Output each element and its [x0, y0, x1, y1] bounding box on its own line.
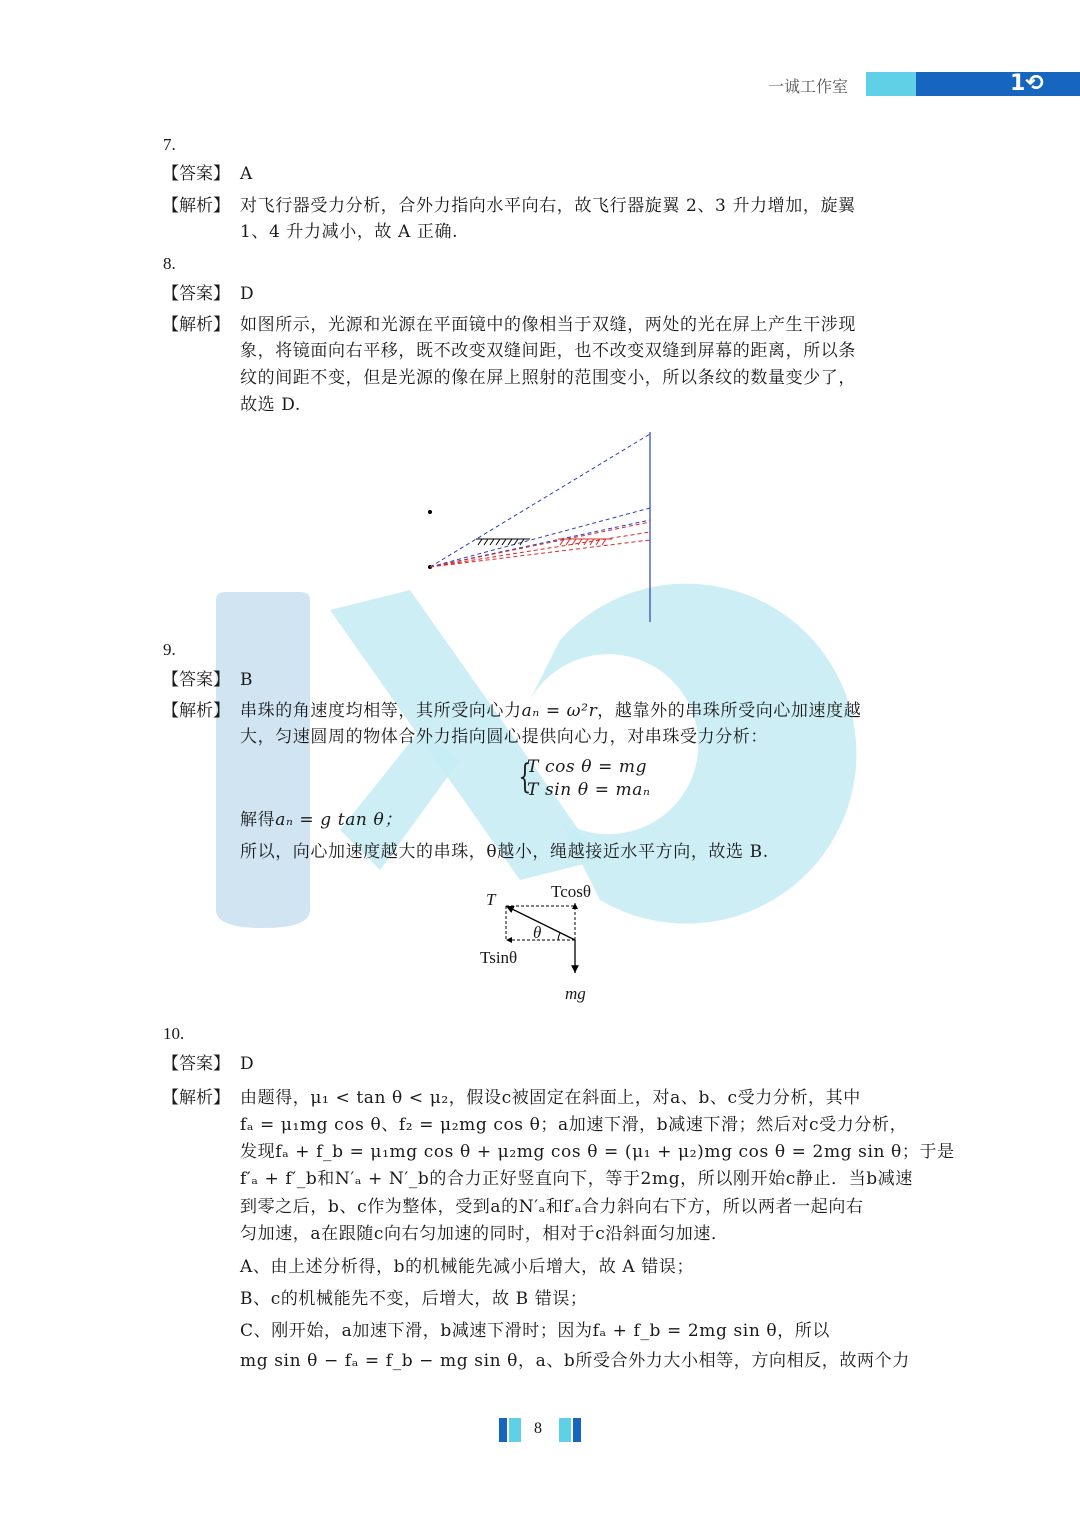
q7-answer: A [240, 164, 253, 184]
q7-number: 7. [163, 135, 176, 154]
q10-line-6: 匀加速，a在跟随c向右匀加速的同时，相对于c沿斜面匀加速． [240, 1224, 729, 1244]
q10-answer: D [240, 1054, 255, 1074]
header-bar-light [866, 72, 916, 96]
footer-bar-left-dark [499, 1418, 507, 1442]
q8-answer-tag: 【答案】 [162, 284, 230, 304]
q10-number: 10. [163, 1024, 185, 1043]
header-bar-dark [916, 72, 1080, 96]
q10-option-c-1: C、刚开始，a加速下滑，b减速下滑时；因为fₐ + f_b = 2mg sin θ，所以 [240, 1321, 831, 1341]
q9-fig-label-T: T [486, 890, 496, 909]
q10-line-5: 到零之后，b、c作为整体，受到a的N′ₐ和f′ₐ合力斜向右下方，所以两者一起向右 [240, 1197, 864, 1217]
q9-line-1-a: 串珠的角速度均相等，其所受向心力 [240, 701, 522, 721]
q9-solve-formula: aₙ = g tan θ； [275, 810, 402, 830]
q10-option-a: A、由上述分析得，b的机械能先减小后增大，故 A 错误； [240, 1257, 695, 1277]
angle-arc [558, 933, 560, 940]
q9-answer: B [240, 670, 254, 690]
header-logo: 1⟲ [1010, 71, 1044, 96]
q8-line-4: 故选 D. [240, 395, 301, 415]
mirror-1 [476, 539, 530, 545]
q9-solve [240, 808, 402, 832]
q9-eq-1: T cos θ = mg [527, 757, 648, 777]
blue-ray-low [430, 520, 650, 567]
q9-brace: { [518, 757, 532, 797]
q9-fig-label-Tsin: Tsinθ [480, 948, 518, 967]
q9-analysis-tag: 【解析】 [162, 701, 230, 721]
q9-answer-tag: 【答案】 [162, 670, 230, 690]
q7-analysis-tag: 【解析】 [162, 196, 230, 216]
image-source-dot [428, 510, 432, 514]
red-ray-1 [430, 522, 650, 567]
q8-number: 8. [163, 254, 176, 273]
q10-line-2: fₐ = μ₁mg cos θ、f₂ = μ₂mg cos θ；a加速下滑，b减速下滑；然后对c受力分析， [240, 1115, 908, 1135]
q9-line-2: 大，匀速圆周的物体合外力指向圆心提供向心力，对串珠受力分析： [240, 727, 768, 747]
q9-line-1-b: ，越靠外的串珠所受向心加速度越 [597, 701, 862, 721]
q8-analysis-tag: 【解析】 [162, 315, 230, 335]
footer-bar-left-light [509, 1418, 521, 1442]
footer-bar-right-light [559, 1418, 571, 1442]
q8-answer: D [240, 284, 255, 304]
q9-fig-label-mg: mg [565, 984, 586, 1003]
q9-solve-label: 解得 [240, 810, 276, 830]
q7-line-1: 对飞行器受力分析，合外力指向水平向右，故飞行器旋翼 2、3 升力增加，旋翼 [240, 196, 856, 216]
footer-bar-right-dark [573, 1418, 581, 1442]
q10-line-3: 发现fₐ + f_b = μ₁mg cos θ + μ₂mg cos θ = (μ₁ + μ₂)mg cos θ = 2mg sin θ；于是 [240, 1142, 955, 1162]
q9-formula-an: aₙ = ω²r [521, 701, 598, 721]
q10-analysis-tag: 【解析】 [162, 1088, 230, 1108]
q9-line-1 [240, 699, 861, 723]
q9-number: 9. [163, 640, 176, 659]
q8-line-3: 纹的间距不变，但是光源的像在屏上照射的范围变小，所以条纹的数量变少了， [240, 368, 856, 388]
q10-answer-tag: 【答案】 [162, 1054, 230, 1074]
q9-eq-2: T sin θ = maₙ [527, 780, 651, 800]
page-number: 8 [534, 1420, 542, 1437]
q8-line-2: 象，将镜面向右平移，既不改变双缝间距，也不改变双缝到屏幕的距离，所以条 [240, 341, 856, 361]
q10-line-1: 由题得，μ₁ < tan θ < μ₂，假设c被固定在斜面上，对a、b、c受力分析，其中 [240, 1088, 861, 1108]
q9-fig-label-theta: θ [533, 923, 542, 942]
q7-answer-tag: 【答案】 [162, 164, 230, 184]
blue-ray-upper [430, 434, 650, 567]
q9-conclusion: 所以，向心加速度越大的串珠，θ越小，绳越接近水平方向，故选 B. [240, 842, 769, 862]
q10-line-4: f′ₐ + f′_b和N′ₐ + N′_b的合力正好竖直向下，等于2mg，所以刚开始c静止．当b减速 [240, 1169, 913, 1189]
q8-interference-diagram [420, 428, 670, 628]
q9-fig-label-Tcos: Tcosθ [551, 882, 592, 901]
studio-name: 一诚工作室 [768, 77, 849, 96]
q8-line-1: 如图所示，光源和光源在平面镜中的像相当于双缝，两处的光在屏上产生干涉现 [240, 315, 856, 335]
q10-option-c-2: mg sin θ − fₐ = f_b − mg sin θ，a、b所受合外力大小相等，方向相反，故两个力 [240, 1351, 910, 1371]
q7-line-2: 1、4 升力减小，故 A 正确. [240, 222, 459, 242]
q10-option-b: B、c的机械能先不变，后增大，故 B 错误； [240, 1289, 588, 1309]
